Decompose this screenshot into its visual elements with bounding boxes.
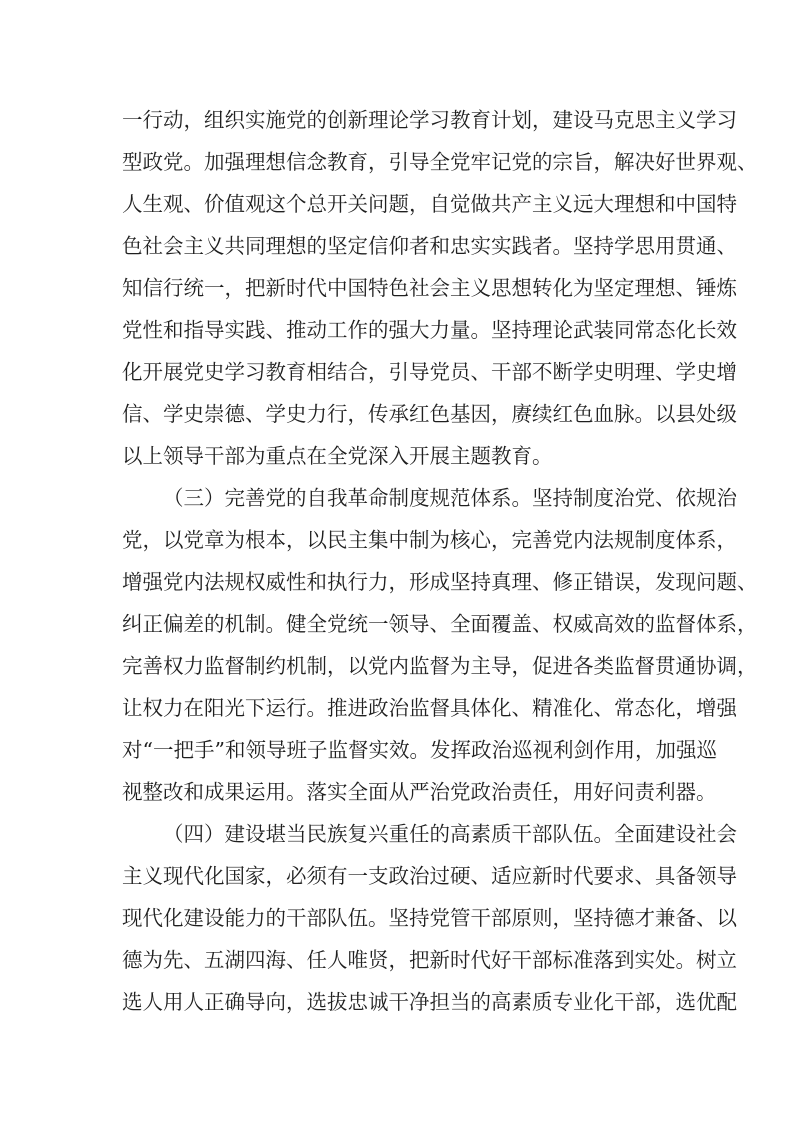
text-line: 对“一把手”和领导班子监督实效。发挥政治巡视利剑作用，加强巡	[122, 738, 717, 762]
text-line: 以上领导干部为重点在全党深入开展主题教育。	[122, 444, 553, 468]
text-line: 选人用人正确导向，选拔忠诚干净担当的高素质专业化干部，选优配	[122, 990, 737, 1014]
text-line: 型政党。加强理想信念教育，引导全党牢记党的宗旨，解决好世界观、	[122, 150, 758, 174]
text-line: 人生观、价值观这个总开关问题，自觉做共产主义远大理想和中国特	[122, 192, 737, 216]
text-line: 色社会主义共同理想的坚定信仰者和忠实实践者。坚持学思用贯通、	[122, 234, 737, 258]
text-line: 主义现代化国家，必须有一支政治过硬、适应新时代要求、具备领导	[122, 864, 737, 888]
text-line: 一行动，组织实施党的创新理论学习教育计划，建设马克思主义学习	[122, 108, 737, 132]
text-line: 完善权力监督制约机制，以党内监督为主导，促进各类监督贯通协调，	[122, 654, 758, 678]
text-line: 现代化建设能力的干部队伍。坚持党管干部原则，坚持德才兼备、以	[122, 906, 737, 930]
text-line: 德为先、五湖四海、任人唯贤，把新时代好干部标准落到实处。树立	[122, 948, 737, 972]
text-line: 知信行统一，把新时代中国特色社会主义思想转化为坚定理想、锤炼	[122, 276, 737, 300]
text-line: 化开展党史学习教育相结合，引导党员、干部不断学史明理、学史增	[122, 360, 737, 384]
text-line: 让权力在阳光下运行。推进政治监督具体化、精准化、常态化，增强	[122, 696, 737, 720]
text-line: 党，以党章为根本，以民主集中制为核心，完善党内法规制度体系，	[122, 528, 737, 552]
text-line: 纠正偏差的机制。健全党统一领导、全面覆盖、权威高效的监督体系，	[122, 612, 758, 636]
text-line: 党性和指导实践、推动工作的强大力量。坚持理论武装同常态化长效	[122, 318, 737, 342]
text-line: 增强党内法规权威性和执行力，形成坚持真理、修正错误，发现问题、	[122, 570, 758, 594]
paragraph-heading-line: （三）完善党的自我革命制度规范体系。坚持制度治党、依规治	[163, 486, 737, 510]
text-line: 视整改和成果运用。落实全面从严治党政治责任，用好问责利器。	[122, 780, 717, 804]
paragraph-heading-line: （四）建设堪当民族复兴重任的高素质干部队伍。全面建设社会	[163, 822, 737, 846]
text-line: 信、学史崇德、学史力行，传承红色基因，赓续红色血脉。以县处级	[122, 402, 737, 426]
